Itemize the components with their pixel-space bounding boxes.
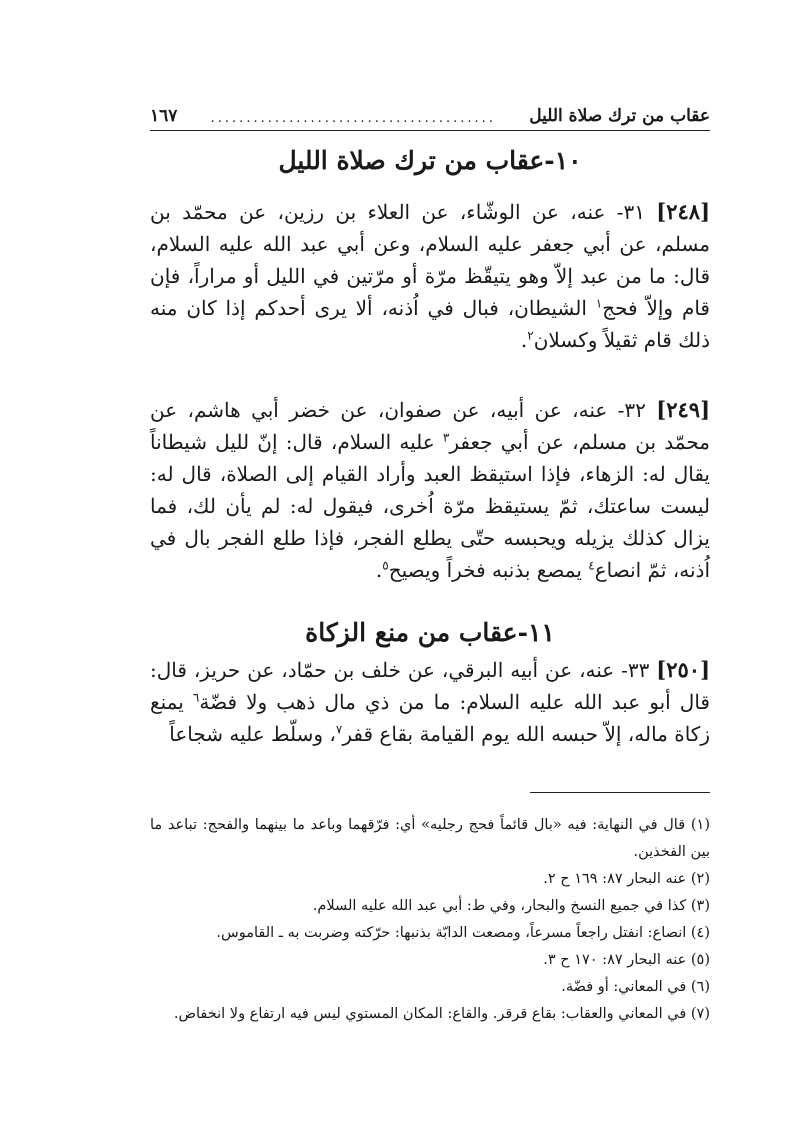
hadith-248 xyxy=(150,196,710,356)
hadith-text: يمصع بذنبه فخراً ويصيح xyxy=(388,558,589,582)
footnote-marker[interactable]: ٦ xyxy=(192,690,200,705)
chapter-title-11: ١١-عقاب من منع الزكاة xyxy=(305,618,555,647)
running-title: عقاب من ترك صلاة الليل xyxy=(529,106,710,126)
hadith-number: [٢٥٠] xyxy=(656,657,711,682)
chapter-title-10: ١٠-عقاب من ترك صلاة الليل xyxy=(278,146,582,175)
footnote-marker[interactable]: ٢ xyxy=(527,328,534,343)
hadith-text: ٣٣- عنه، عن أبيه البرقي، عن خلف بن حمّاد، عن حريز، قال: قال أبو عبد الله عليه السلام: ما من ذي مال ذهب ولا فضّة xyxy=(150,658,710,714)
footnote-item: (٦) في المعاني: أو فضّة. xyxy=(561,979,710,995)
hadith-text: عليه السلام، قال: إنّ لليل شيطاناً يقال له: الزهاء، فإذا استيقظ العبد وأراد القيام إلى الصلاة، قال له: ليست ساعتك، ثمّ يستيقظ مرّة اُخرى، فيقول له: لم يأن لك، فما يزال كذلك يزيله ويحبسه حتّى يطلع الفجر، فإذا طلع الفجر بال في اُذنه، ثمّ انصاع xyxy=(150,430,710,582)
hadith-text: ، وسلّط عليه شجاعاً xyxy=(169,722,336,746)
footnote-item: (٥) عنه البحار ٨٧: ١٧٠ ح ٣. xyxy=(543,952,710,968)
hadith-text: ٣١- عنه، عن الوشّاء، عن العلاء بن رزين، عن محمّد بن مسلم، عن أبي جعفر عليه السلام، وعن أبي عبد الله عليه السلام، قال: ما من عبد إلاّ وهو يتيقّظ مرّة أو مرّتين في الليل أو مراراً، فإن قام وإلاّ فحج xyxy=(150,200,710,320)
footnote-item: (٣) كذا في جميع النسخ والبحار، وفي ط: أبي عبد الله عليه السلام. xyxy=(312,898,710,914)
footnote-marker[interactable]: ٥ xyxy=(382,558,389,573)
footnote-marker[interactable]: ٤ xyxy=(588,558,595,573)
hadith-number: [٢٤٩] xyxy=(656,397,710,422)
hadith-text: الشيطان، فبال في اُذنه، ألا يرى أحدكم إذا كان منه ذلك قام ثقيلاً وكسلان xyxy=(150,296,710,352)
hadith-249 xyxy=(150,394,710,586)
footnote-item: (٧) في المعاني والعقاب: بقاع قرقر. والقاع: المكان المستوي ليس فيه ارتفاع ولا انخفاض. xyxy=(173,1006,710,1022)
footnote-marker[interactable]: ١ xyxy=(595,296,603,311)
footnote-marker[interactable]: ٣ xyxy=(442,430,450,445)
footnote-marker[interactable]: ٧ xyxy=(335,722,343,737)
footnote-item: (١) قال في النهاية: فيه «بال قائماً فحج رجليه» أي: فرّقهما وباعد ما بينهما والفحج: تباعد ما بين الفخذين. xyxy=(150,817,710,860)
page-number: ١٦٧ xyxy=(150,106,178,126)
running-header xyxy=(150,96,710,131)
footnote-item: (٤) انصاع: انفتل راجعاً مسرعاً، ومصعت الدابّة بذنبها: حرّكته وضربت به ـ القاموس. xyxy=(216,925,710,941)
hadith-250 xyxy=(150,654,710,750)
header-leader-dots: ........................................ xyxy=(210,111,496,126)
hadith-text: يمنع زكاة ماله، إلاّ حبسه الله يوم القيامة بقاع قفر xyxy=(150,690,710,746)
footnote-separator xyxy=(530,792,710,793)
footnote-item: (٢) عنه البحار ٨٧: ١٦٩ ح ٢. xyxy=(543,871,710,887)
hadith-number: [٢٤٨] xyxy=(656,199,710,224)
hadith-text: . xyxy=(375,558,383,582)
hadith-text: ٣٢- عنه، عن أبيه، عن صفوان، عن خضر أبي هاشم، عن محمّد بن مسلم، عن أبي جعفر xyxy=(150,398,710,454)
footnotes-list xyxy=(150,812,710,1028)
hadith-text: . xyxy=(520,328,528,352)
